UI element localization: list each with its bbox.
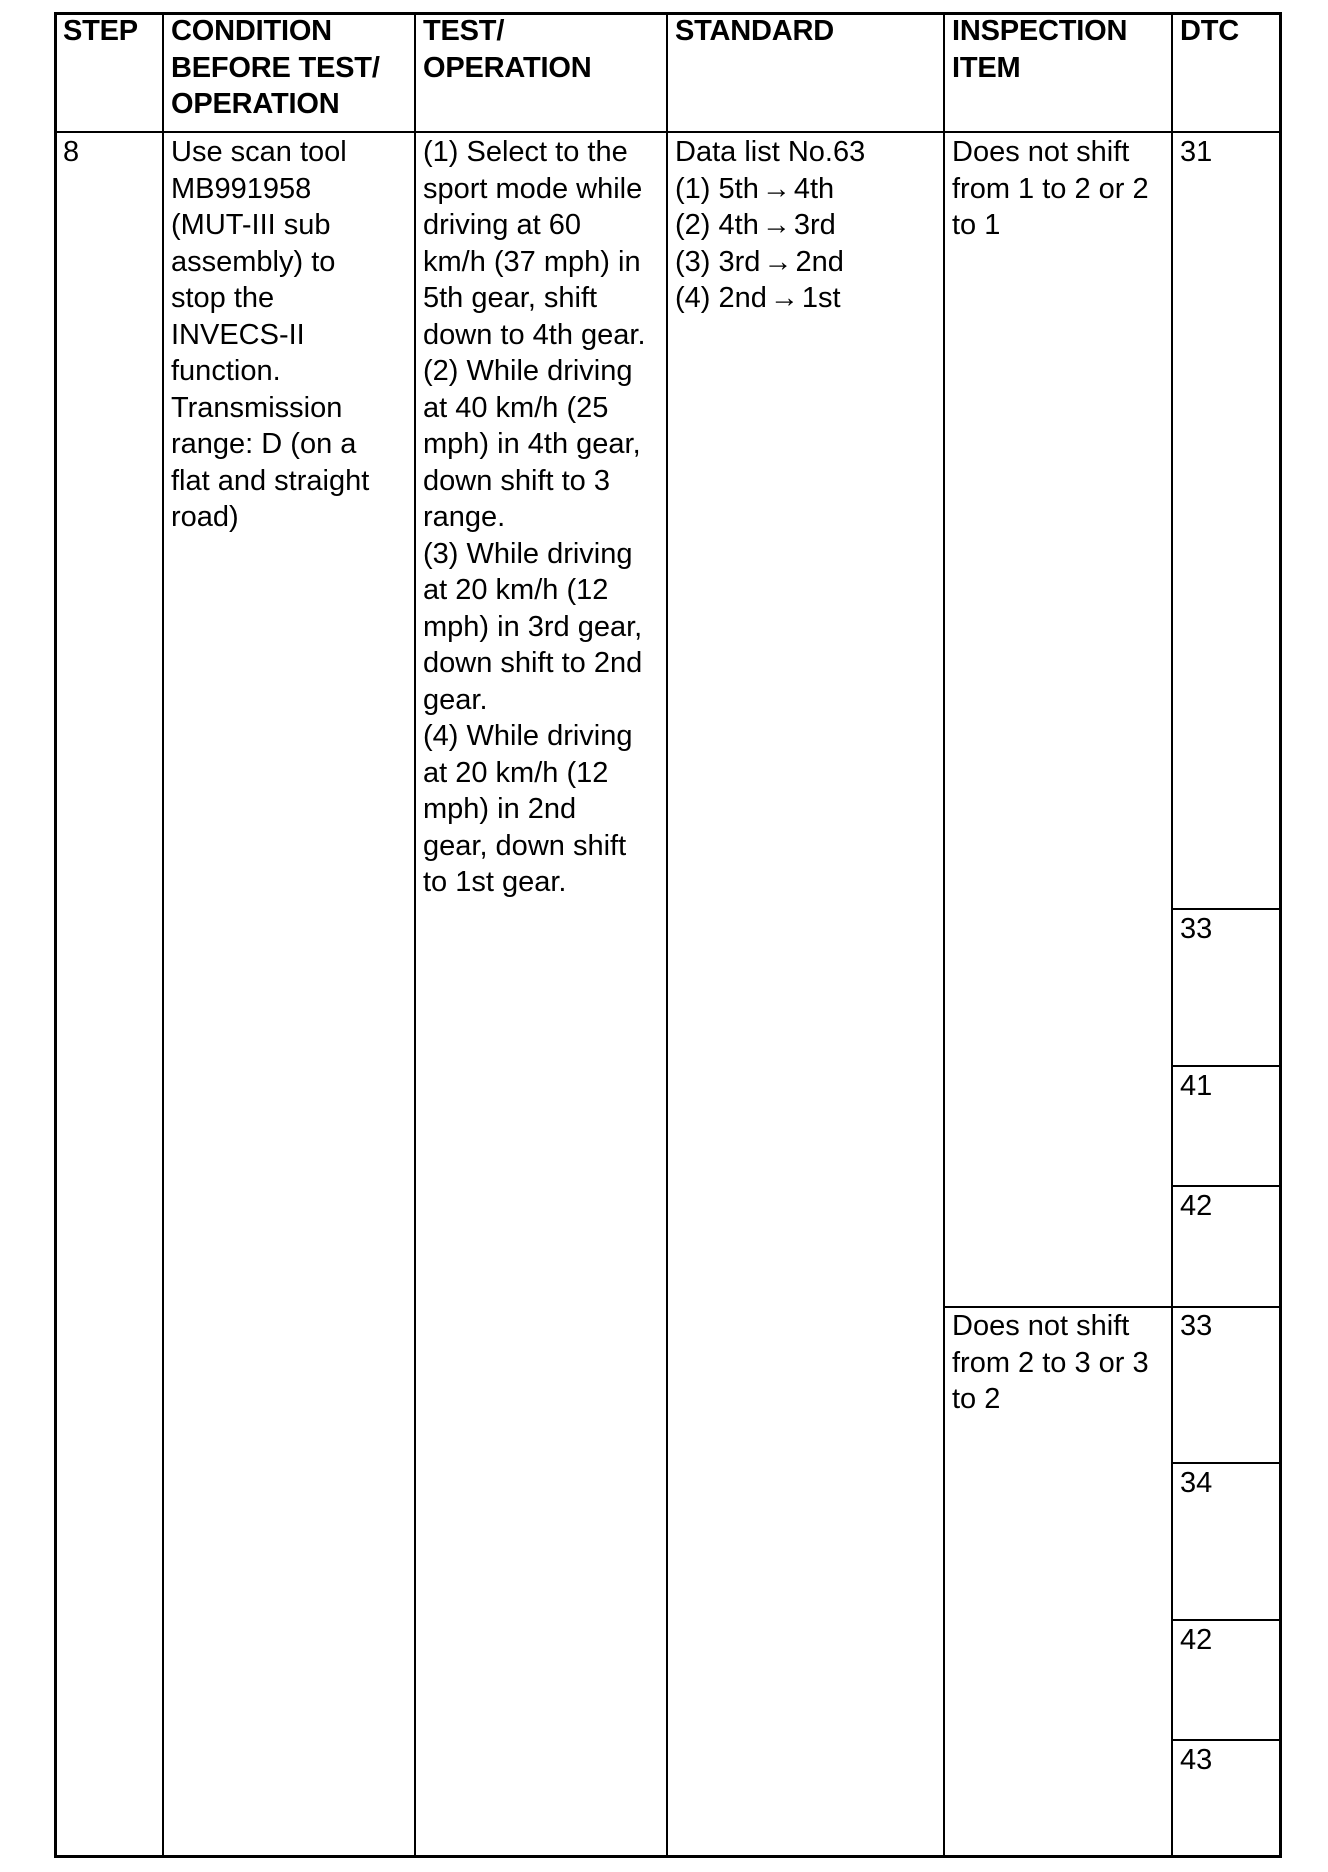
test-line: (3) While driving (423, 537, 633, 570)
inspection-line: from 1 to 2 or 2 (952, 172, 1149, 205)
dtc-divider (1171, 908, 1282, 910)
condition-line: stop the (171, 282, 275, 314)
dtc-code: 33 (1180, 913, 1213, 945)
dtc-code: 33 (1180, 1310, 1213, 1342)
dtc-code: 42 (1180, 1190, 1213, 1222)
condition-line: range: D (on a (171, 428, 357, 460)
standard-item-number: (3) (675, 245, 711, 278)
step-number: 8 (63, 136, 80, 168)
standard-item-from: 2nd (718, 282, 767, 314)
standard-item-from: 4th (718, 209, 759, 241)
dtc-divider (1171, 1739, 1282, 1741)
standard-item (675, 207, 865, 244)
standard-item-number: (4) (675, 282, 711, 314)
test-line: 5th gear, shift (423, 282, 598, 314)
right-arrow-icon: → (761, 172, 791, 205)
header-inspection (952, 13, 1127, 86)
test-line: sport mode while (423, 172, 643, 205)
test-line: gear. (423, 683, 488, 716)
dtc-code: 41 (1180, 1070, 1213, 1102)
right-arrow-icon: → (761, 209, 791, 241)
column-divider (1171, 12, 1173, 1858)
header-test-line: TEST/ (423, 15, 505, 47)
test-line: down to 4th gear. (423, 318, 646, 351)
test-line: mph) in 2nd (423, 793, 577, 825)
header-condition (171, 13, 380, 123)
header-inspection-line: ITEM (952, 51, 1021, 84)
test-line: down shift to 2nd (423, 647, 643, 679)
condition-line: Transmission (171, 391, 343, 424)
inspection-line: Does not shift (952, 1310, 1130, 1342)
header-step: STEP (63, 15, 138, 47)
condition-line: assembly) to (171, 245, 336, 278)
standard-item-to: 2nd (795, 245, 844, 278)
test-line: km/h (37 mph) in (423, 245, 641, 278)
standard-item-to: 3rd (793, 209, 836, 241)
test-line: (4) While driving (423, 720, 633, 752)
right-arrow-icon: → (763, 245, 793, 278)
condition-text (171, 134, 369, 536)
header-condition-line: CONDITION (171, 15, 332, 47)
test-line: to 1st gear. (423, 866, 567, 898)
dtc-code: 31 (1180, 136, 1213, 168)
standard-item-number: (2) (675, 209, 711, 241)
header-test (423, 13, 591, 86)
header-condition-line: OPERATION (171, 88, 340, 120)
standard-item (675, 171, 865, 208)
dtc-code: 43 (1180, 1744, 1213, 1776)
condition-line: MB991958 (171, 172, 312, 205)
standard-item-from: 3rd (718, 245, 761, 278)
column-divider (666, 12, 668, 1858)
standard-title: Data list No.63 (675, 136, 866, 168)
dtc-code: 34 (1180, 1467, 1213, 1499)
header-inspection-line: INSPECTION (952, 15, 1128, 47)
dtc-divider (1171, 1619, 1282, 1621)
test-line: mph) in 4th gear, (423, 428, 641, 460)
condition-line: Use scan tool (171, 136, 347, 168)
standard-item-from: 5th (718, 172, 759, 205)
test-line: mph) in 3rd gear, (423, 610, 643, 643)
header-test-line: OPERATION (423, 51, 592, 84)
test-line: gear, down shift (423, 829, 627, 862)
test-line: range. (423, 501, 506, 533)
column-divider (162, 12, 164, 1858)
condition-line: (MUT-III sub (171, 209, 331, 241)
standard-item-to: 1st (801, 282, 841, 314)
header-condition-line: BEFORE TEST/ (171, 51, 380, 84)
test-line: (2) While driving (423, 355, 633, 387)
standard-item (675, 244, 865, 281)
column-divider (943, 12, 945, 1858)
condition-line: INVECS-II (171, 318, 305, 351)
condition-line: function. (171, 355, 281, 387)
dtc-code: 42 (1180, 1624, 1213, 1656)
right-arrow-icon: → (769, 282, 799, 314)
inspection-line: from 2 to 3 or 3 (952, 1346, 1149, 1379)
header-dtc: DTC (1180, 15, 1240, 47)
standard-text (675, 134, 865, 317)
standard-item-to: 4th (793, 172, 835, 205)
dtc-divider (1171, 1065, 1282, 1067)
header-divider (54, 131, 1282, 133)
column-divider (414, 12, 416, 1858)
standard-item-number: (1) (675, 172, 711, 205)
header-standard: STANDARD (675, 15, 834, 47)
inspection-line: Does not shift (952, 136, 1130, 168)
test-line: (1) Select to the (423, 136, 628, 168)
dtc-divider (1171, 1462, 1282, 1464)
inspection-item (952, 134, 1149, 244)
test-line: down shift to 3 (423, 464, 610, 497)
dtc-divider (1171, 1185, 1282, 1187)
test-line: at 20 km/h (12 (423, 574, 609, 606)
inspection-line: to 1 (952, 209, 1001, 241)
condition-line: road) (171, 501, 239, 533)
test-line: at 40 km/h (25 (423, 391, 609, 424)
standard-item (675, 280, 865, 317)
test-line: at 20 km/h (12 (423, 756, 609, 789)
test-operation-text (423, 134, 646, 901)
test-line: driving at 60 (423, 209, 581, 241)
inspection-item (952, 1308, 1149, 1418)
condition-line: flat and straight (171, 464, 370, 497)
inspection-line: to 2 (952, 1383, 1001, 1415)
